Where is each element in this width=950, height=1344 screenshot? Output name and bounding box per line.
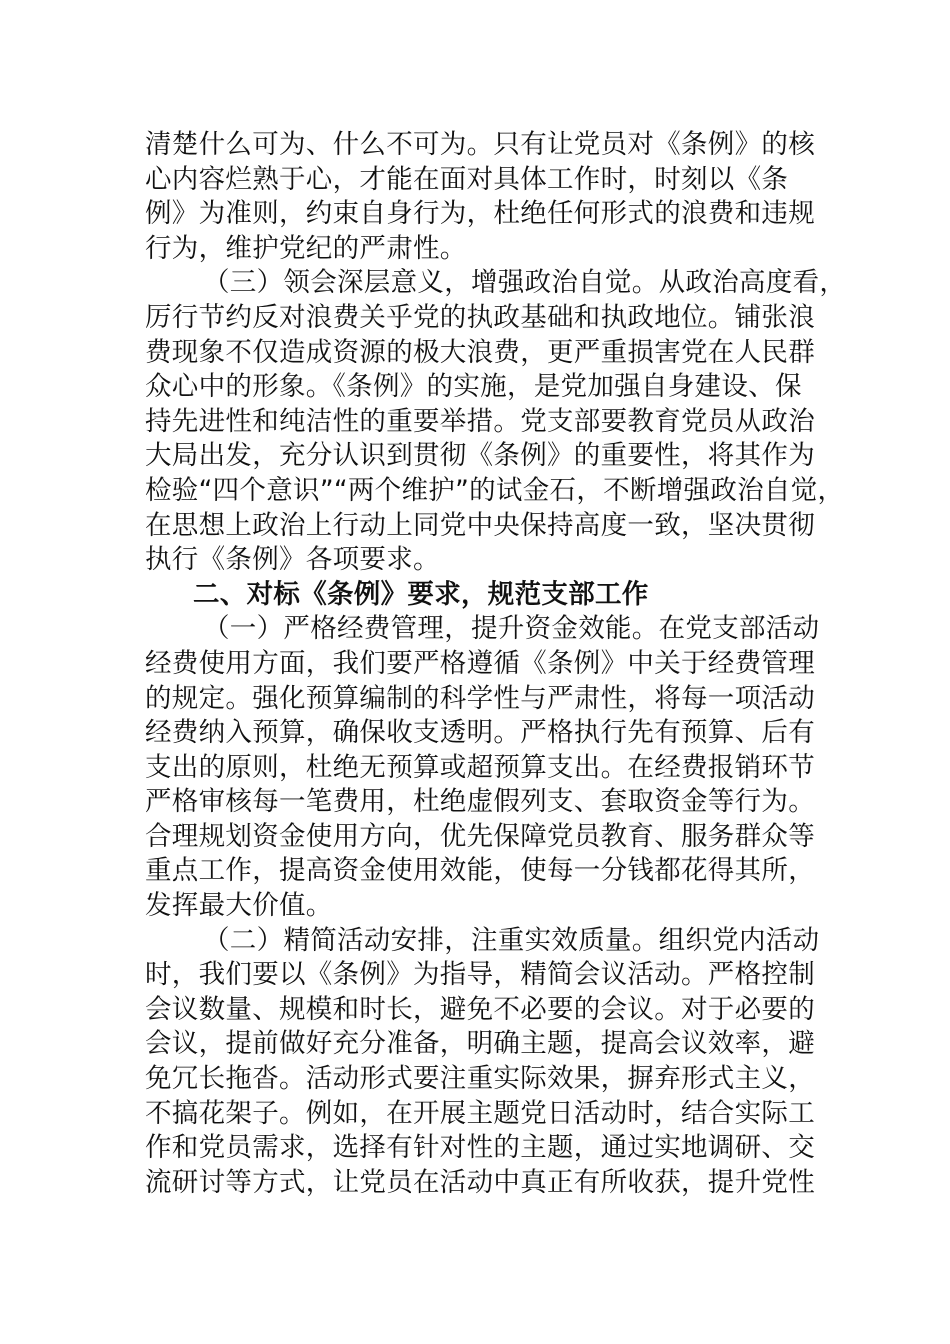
text-line: 作和党员需求，选择有针对性的主题，通过实地调研、交 <box>145 1132 815 1164</box>
text-line: 检验“四个意识”“两个维护”的试金石，不断增强政治自觉， <box>145 474 845 506</box>
paragraph-start-line: （一）严格经费管理，提升资金效能。在党支部活动 <box>203 613 820 645</box>
text-line: 重点工作，提高资金使用效能，使每一分钱都花得其所， <box>145 855 815 887</box>
text-line: 会议，提前做好充分准备，明确主题，提高会议效率，避 <box>145 1028 815 1060</box>
text-line: 清楚什么可为、什么不可为。只有让党员对《条例》的核 <box>145 129 815 160</box>
text-line: 在思想上政治上行动上同党中央保持高度一致，坚决贯彻 <box>145 509 815 541</box>
text-line: 众心中的形象。《条例》的实施，是党加强自身建设、保 <box>145 371 802 403</box>
text-line: 的规定。强化预算编制的科学性与严肃性，将每一项活动 <box>145 682 815 714</box>
text-line: 厉行节约反对浪费关乎党的执政基础和执政地位。铺张浪 <box>145 301 815 333</box>
text-line: 费现象不仅造成资源的极大浪费，更严重损害党在人民群 <box>145 336 815 368</box>
text-line: 免冗长拖沓。活动形式要注重实际效果，摒弃形式主义， <box>145 1063 815 1095</box>
text-line: 经费纳入预算，确保收支透明。严格执行先有预算、后有 <box>145 717 815 749</box>
document-body <box>145 128 847 1200</box>
text-line: 合理规划资金使用方向，优先保障党员教育、服务群众等 <box>145 820 815 852</box>
paragraph-start-line: （三）领会深层意义，增强政治自觉。从政治高度看， <box>203 267 847 299</box>
text-line: 例》为准则，约束自身行为，杜绝任何形式的浪费和违规 <box>145 198 815 230</box>
text-line: 会议数量、规模和时长，避免不必要的会议。对于必要的 <box>145 993 815 1025</box>
text-line: 持先进性和纯洁性的重要举措。党支部要教育党员从政治 <box>145 405 815 437</box>
text-line: 流研讨等方式，让党员在活动中真正有所收获，提升党性 <box>145 1166 815 1198</box>
text-line: 心内容烂熟于心，才能在面对具体工作时，时刻以《条 <box>145 163 789 195</box>
text-line: 严格审核每一笔费用，杜绝虚假列支、套取资金等行为。 <box>145 786 815 818</box>
text-line: 发挥最大价值。 <box>145 890 333 922</box>
text-line: 行为，维护党纪的严肃性。 <box>145 232 467 264</box>
text-line: 支出的原则，杜绝无预算或超预算支出。在经费报销环节 <box>145 751 815 783</box>
text-line: 大局出发，充分认识到贯彻《条例》的重要性，将其作为 <box>145 440 815 472</box>
text-line: 执行《条例》各项要求。 <box>145 544 440 576</box>
text-line: 时，我们要以《条例》为指导，精简会议活动。严格控制 <box>145 959 815 991</box>
text-line: 经费使用方面，我们要严格遵循《条例》中关于经费管理 <box>145 647 815 679</box>
text-line: 不搞花架子。例如，在开展主题党日活动时，结合实际工 <box>145 1097 815 1129</box>
paragraph-start-line: （二）精简活动安排，注重实效质量。组织党内活动 <box>203 924 820 956</box>
section-heading: 二、对标《条例》要求，规范支部工作 <box>193 578 649 610</box>
